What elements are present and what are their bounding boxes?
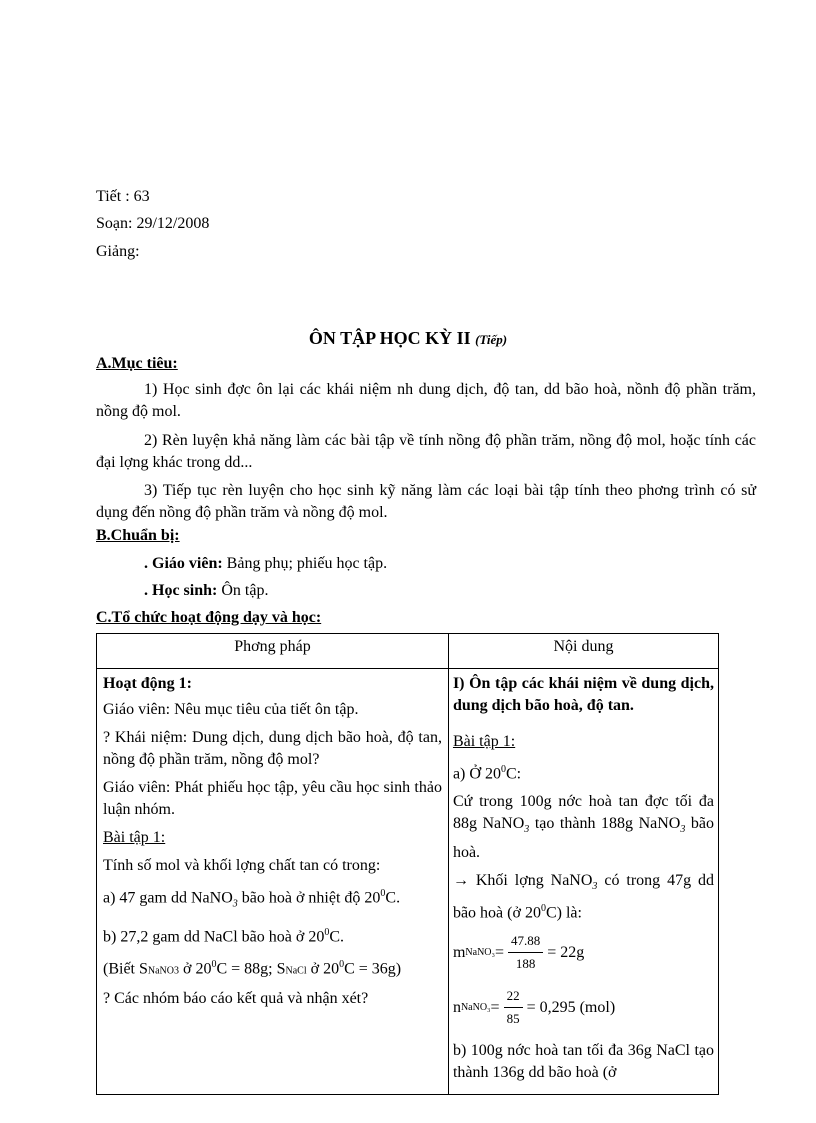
lesson-table <box>96 633 719 1095</box>
prep-student: . Học sinh: Ôn tập. <box>144 582 269 599</box>
section-a-heading: A.Mục tiêu: <box>96 355 178 372</box>
title-main: ÔN TẬP HỌC KỲ II <box>308 328 471 348</box>
content-line: → Khối lợng NaNO$_3$ có trong 47g dd bão hoà (ở $20^0C$) là: <box>452 871 715 922</box>
lesson-number: Tiết : 63 <box>96 188 150 205</box>
exercise-label: Bài tập 1: <box>103 829 166 846</box>
formula-mass: m NaNO₃ = $\frac{47.88}{188}$ = 22g <box>453 930 714 975</box>
method-line: Tính số mol và khối lợng chất tan có trong: <box>103 857 381 874</box>
objective-3: 3) Tiếp tục rèn luyện cho học sinh kỹ năng làm các loại bài tập tính theo phơng trình có sử dụng đến nồng độ phần trăm và nồng độ mol. <box>96 482 756 521</box>
title-suffix: (Tiếp) <box>475 332 508 347</box>
method-line: Giáo viên: Nêu mục tiêu của tiết ôn tập. <box>103 701 359 718</box>
method-line: ? Các nhóm báo cáo kết quả và nhận xét? <box>103 990 369 1008</box>
formula-moles: n NaNO₃ = $\frac{22}{85}$ = 0,295 (mol) <box>453 985 714 1030</box>
section-b-heading: B.Chuẩn bị: <box>96 527 180 544</box>
exercise-label: Bài tập 1: <box>452 733 516 750</box>
content-line: b) 100g nớc hoà tan tối đa 36g NaCl tạo thành 136g dd bão hoà (ở <box>452 1042 714 1082</box>
content-line: a) Ở $20^0C$: <box>452 764 522 783</box>
method-line: b) 27,2 gam dd NaCl bão hoà ở $20^0C$. <box>103 926 344 945</box>
method-line: Giáo viên: Phát phiếu học tập, yêu cầu học sinh thảo luận nhóm. <box>103 779 442 818</box>
teaching-date: Giảng: <box>96 243 140 260</box>
content-heading: I) Ôn tập các khái niệm về dung dịch, dung dịch bão hoà, độ tan. <box>452 675 714 714</box>
method-cell <box>97 669 449 1095</box>
objective-1: 1) Học sinh đợc ôn lại các khái niệm nh dung dịch, độ tan, dd bão hoà, nồnh độ phần trăm, nồng độ mol. <box>96 381 756 420</box>
page-title <box>0 328 816 349</box>
content-line: Cứ trong 100g nớc hoà tan đợc tối đa 88g NaNO$_3$ tạo thành 188g NaNO$_3$ bão hoà. <box>452 793 715 861</box>
method-line: (Biết SNaNO3 ở $20^0C = 88g$; SNaCl ở $20^0C = 36g$) <box>103 958 402 978</box>
column-header-method: Phơng pháp <box>97 634 449 669</box>
method-line: a) 47 gam dd NaNO$_3$ bão hoà ở nhiệt độ $20^0C$. <box>103 888 401 910</box>
method-line: ? Khái niệm: Dung dịch, dung dịch bão hoà, độ tan, nồng độ phần trăm, nồng độ mol? <box>103 729 442 768</box>
prepared-date: Soạn: 29/12/2008 <box>96 215 210 232</box>
arrow-icon: → <box>452 871 469 889</box>
section-c-heading: C.Tổ chức hoạt động dạy và học: <box>96 609 322 626</box>
column-header-content: Nội dung <box>448 634 718 669</box>
content-cell <box>448 669 718 1095</box>
objective-2: 2) Rèn luyện khả năng làm các bài tập về tính nồng độ phần trăm, nồng độ mol, hoặc tính các đại lợng khác trong dd... <box>96 432 756 471</box>
activity-heading: Hoạt động 1: <box>103 675 192 692</box>
prep-teacher: . Giáo viên: Bảng phụ; phiếu học tập. <box>144 555 388 572</box>
